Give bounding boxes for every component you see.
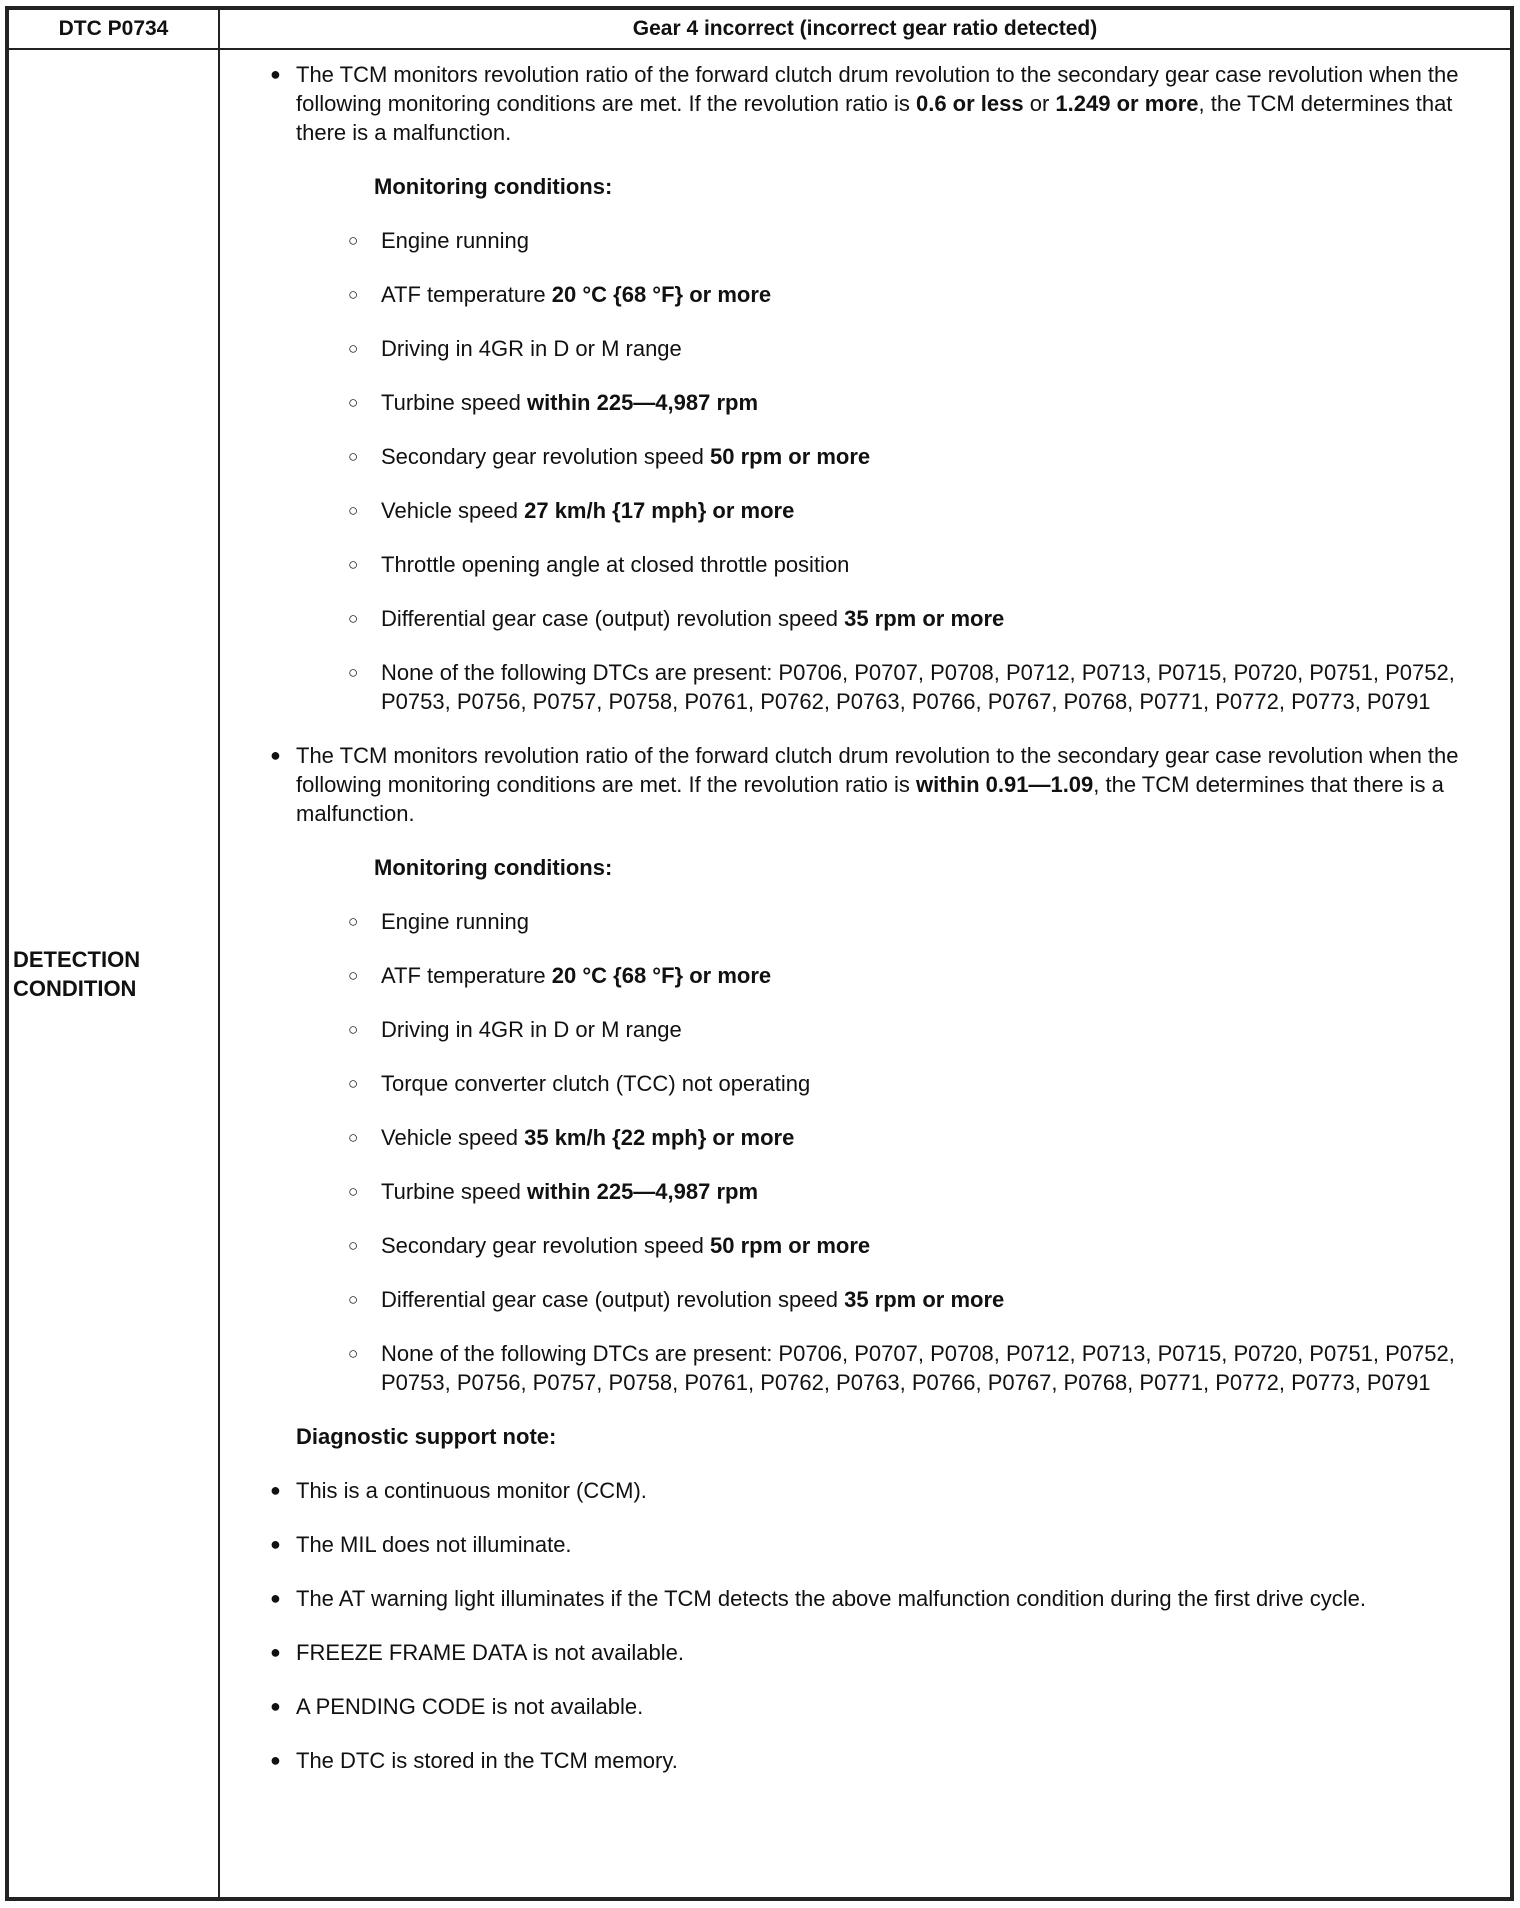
condition-item: ○ Engine running: [348, 909, 530, 934]
condition-item: ○ Differential gear case (output) revolution speed 35 rpm or more: [348, 606, 1005, 631]
circle-bullet-icon: ○: [348, 447, 359, 466]
bullet-item: [270, 60, 1492, 147]
bullet-icon: ●: [270, 745, 281, 765]
dtc-title: Gear 4 incorrect (incorrect gear ratio detected): [219, 9, 1511, 49]
bullet-icon: ●: [270, 1588, 281, 1608]
circle-bullet-icon: ○: [348, 555, 359, 574]
detection-condition-content: [219, 49, 1511, 1898]
circle-bullet-icon: ○: [348, 231, 359, 250]
note-item: ● This is a continuous monitor (CCM).: [270, 1478, 647, 1503]
bullet-icon: ●: [270, 1750, 281, 1770]
condition-item: ○ Secondary gear revolution speed 50 rpm or more: [348, 1233, 871, 1258]
condition-item: ○ None of the following DTCs are present: P0706, P0707, P0708, P0712, P0713, P0715, P0720, P0751, P0752, P0753, P0756, P0757, P0758, P0761, P0762, P0763, P0766, P0767, P0768, P0771, P0772, P0773, P0791: [348, 660, 1455, 714]
note-item: ● The MIL does not illuminate.: [270, 1532, 572, 1557]
condition-item: ○ Vehicle speed 27 km/h {17 mph} or more: [348, 498, 795, 523]
label-line-2: CONDITION: [13, 975, 137, 1001]
bullet-icon: ●: [270, 64, 281, 84]
circle-bullet-icon: ○: [348, 912, 359, 931]
condition-item: ○ None of the following DTCs are present: P0706, P0707, P0708, P0712, P0713, P0715, P0720, P0751, P0752, P0753, P0756, P0757, P0758, P0761, P0762, P0763, P0766, P0767, P0768, P0771, P0772, P0773, P0791: [348, 1341, 1455, 1395]
note-item: ● FREEZE FRAME DATA is not available.: [270, 1640, 684, 1665]
monitoring-heading: Monitoring conditions:: [374, 855, 613, 880]
circle-bullet-icon: ○: [348, 393, 359, 412]
bullet-text: The TCM monitors revolution ratio of the forward clutch drum revolution to the secondary gear case revolution when the following monitoring conditions are met. If the revolution ratio is within 0.91—1.09, the TCM determines that there is a malfunction.: [296, 743, 1459, 826]
circle-bullet-icon: ○: [348, 1236, 359, 1255]
circle-bullet-icon: ○: [348, 1182, 359, 1201]
circle-bullet-icon: ○: [348, 1290, 359, 1309]
dtc-table-frame: [5, 6, 1514, 1901]
circle-bullet-icon: ○: [348, 1128, 359, 1147]
detection-row: [8, 49, 1511, 1898]
bullet-icon: ●: [270, 1642, 281, 1662]
circle-bullet-icon: ○: [348, 501, 359, 520]
note-item: ● The AT warning light illuminates if the TCM detects the above malfunction condition during the first drive cycle.: [270, 1586, 1366, 1611]
condition-item: ○ Torque converter clutch (TCC) not operating: [348, 1071, 811, 1096]
condition-item: ○ Secondary gear revolution speed 50 rpm or more: [348, 444, 871, 469]
monitoring-heading: Monitoring conditions:: [374, 174, 613, 199]
note-item: ● A PENDING CODE is not available.: [270, 1694, 644, 1719]
header-row: [8, 9, 1511, 49]
detection-condition-label: [8, 49, 219, 1898]
circle-bullet-icon: ○: [348, 1020, 359, 1039]
circle-bullet-icon: ○: [348, 339, 359, 358]
dtc-table: [7, 8, 1512, 1899]
condition-item: ○ Turbine speed within 225—4,987 rpm: [348, 390, 759, 415]
bullet-icon: ●: [270, 1480, 281, 1500]
condition-item: ○ Engine running: [348, 228, 530, 253]
dtc-code: DTC P0734: [8, 9, 219, 49]
circle-bullet-icon: ○: [348, 1074, 359, 1093]
condition-item: ○ ATF temperature 20 °C {68 °F} or more: [348, 282, 772, 307]
condition-item: ○ Vehicle speed 35 km/h {22 mph} or more: [348, 1125, 795, 1150]
circle-bullet-icon: ○: [348, 966, 359, 985]
label-line-1: DETECTION: [13, 946, 141, 972]
bullet-text: The TCM monitors revolution ratio of the forward clutch drum revolution to the secondary gear case revolution when the following monitoring conditions are met. If the revolution ratio is 0.6 or less or 1.249 or more, the TCM determines that there is a malfunction.: [296, 62, 1459, 145]
circle-bullet-icon: ○: [348, 1344, 359, 1363]
circle-bullet-icon: ○: [348, 609, 359, 628]
note-item: ● The DTC is stored in the TCM memory.: [270, 1748, 678, 1773]
condition-item: ○ Driving in 4GR in D or M range: [348, 336, 682, 361]
bullet-item: [270, 741, 1492, 828]
circle-bullet-icon: ○: [348, 285, 359, 304]
condition-item: ○ Differential gear case (output) revolution speed 35 rpm or more: [348, 1287, 1005, 1312]
bullet-icon: ●: [270, 1696, 281, 1716]
condition-item: ○ Throttle opening angle at closed throttle position: [348, 552, 850, 577]
condition-item: ○ ATF temperature 20 °C {68 °F} or more: [348, 963, 772, 988]
condition-item: ○ Driving in 4GR in D or M range: [348, 1017, 682, 1042]
condition-item: ○ Turbine speed within 225—4,987 rpm: [348, 1179, 759, 1204]
circle-bullet-icon: ○: [348, 663, 359, 682]
support-note-heading: Diagnostic support note:: [296, 1424, 557, 1449]
bullet-icon: ●: [270, 1534, 281, 1554]
